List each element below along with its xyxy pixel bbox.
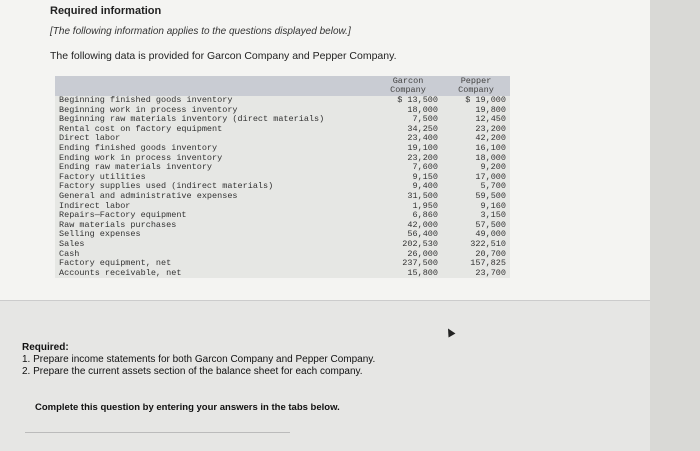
row-label: Factory utilities [59,171,146,182]
divider [25,432,290,433]
pepper-value: 17,000 [475,171,506,182]
garcon-value: 19,100 [407,142,438,153]
row-label: Direct labor [59,133,121,144]
column-header-label [55,76,374,96]
garcon-value: 56,400 [407,229,438,240]
row-label: Beginning work in process inventory [59,104,238,115]
pepper-value: 9,160 [480,200,506,211]
instruction-text: Complete this question by entering your answers in the tabs below. [35,402,340,413]
row-label: Factory equipment, net [59,258,172,269]
pepper-value: 57,500 [475,219,506,230]
pepper-value: $ 19,000 [465,95,506,105]
column-header-garcon: Garcon Company [374,76,442,96]
table-row [55,125,510,135]
info-note: [The following information applies to the questions displayed below.] [50,26,351,37]
row-label: Beginning raw materials inventory (direct materials) [59,114,325,125]
garcon-value: 9,150 [412,171,438,182]
row-label: Sales [59,238,85,249]
row-label: Repairs—Factory equipment [59,210,187,221]
table-row [55,269,510,279]
row-label: Ending raw materials inventory [59,162,213,173]
garcon-value: 15,800 [407,267,438,278]
garcon-value: 34,250 [407,123,438,134]
garcon-value: $ 13,500 [397,95,438,105]
garcon-value: 9,400 [412,181,438,192]
pepper-value: 12,450 [475,114,506,125]
garcon-value: 7,600 [412,162,438,173]
section-title: Required information [50,5,162,17]
garcon-value: 23,200 [407,152,438,163]
pepper-value: 322,510 [470,238,506,249]
row-label: General and administrative expenses [59,190,238,201]
row-label: Accounts receivable, net [59,267,182,278]
pepper-value: 23,200 [475,123,506,134]
garcon-value: 42,000 [407,219,438,230]
pepper-value: 49,000 [475,229,506,240]
row-label: Rental cost on factory equipment [59,123,223,134]
pepper-value: 59,500 [475,190,506,201]
garcon-value: 18,000 [407,104,438,115]
required-item: 1. Prepare income statements for both Garcon Company and Pepper Company. [22,354,376,365]
row-label: Indirect labor [59,200,131,211]
pepper-value: 18,000 [475,152,506,163]
required-title: Required: [22,342,69,353]
table-header-row [55,76,510,96]
required-block [22,342,375,378]
row-label: Ending finished goods inventory [59,142,218,153]
garcon-value: 7,500 [412,114,438,125]
pepper-value: 23,700 [475,267,506,278]
pepper-value: 3,150 [480,210,506,221]
pepper-value: 5,700 [480,181,506,192]
pepper-value: 157,825 [470,258,506,269]
row-label: Raw materials purchases [59,219,177,230]
row-label: Factory supplies used (indirect materials) [59,181,274,192]
table-row [55,240,510,250]
garcon-value: 202,530 [402,238,438,249]
pepper-value: 16,100 [475,142,506,153]
garcon-value: 23,400 [407,133,438,144]
garcon-value: 1,950 [412,200,438,211]
garcon-value: 6,860 [412,210,438,221]
column-header-pepper: Pepper Company [442,76,510,96]
intro-text: The following data is provided for Garcon Company and Pepper Company. [50,50,397,62]
garcon-value: 31,500 [407,190,438,201]
garcon-value: 237,500 [402,258,438,269]
required-item: 2. Prepare the current assets section of the balance sheet for each company. [22,366,363,377]
pepper-value: 20,700 [475,248,506,259]
row-label: Selling expenses [59,229,141,240]
row-label: Cash [59,248,80,259]
data-table [55,76,510,278]
garcon-value: 26,000 [407,248,438,259]
table-row [55,230,510,240]
row-label: Ending work in process inventory [59,152,223,163]
pepper-value: 42,200 [475,133,506,144]
pepper-value: 19,800 [475,104,506,115]
pepper-value: 9,200 [480,162,506,173]
row-label: Beginning finished goods inventory [59,95,233,105]
